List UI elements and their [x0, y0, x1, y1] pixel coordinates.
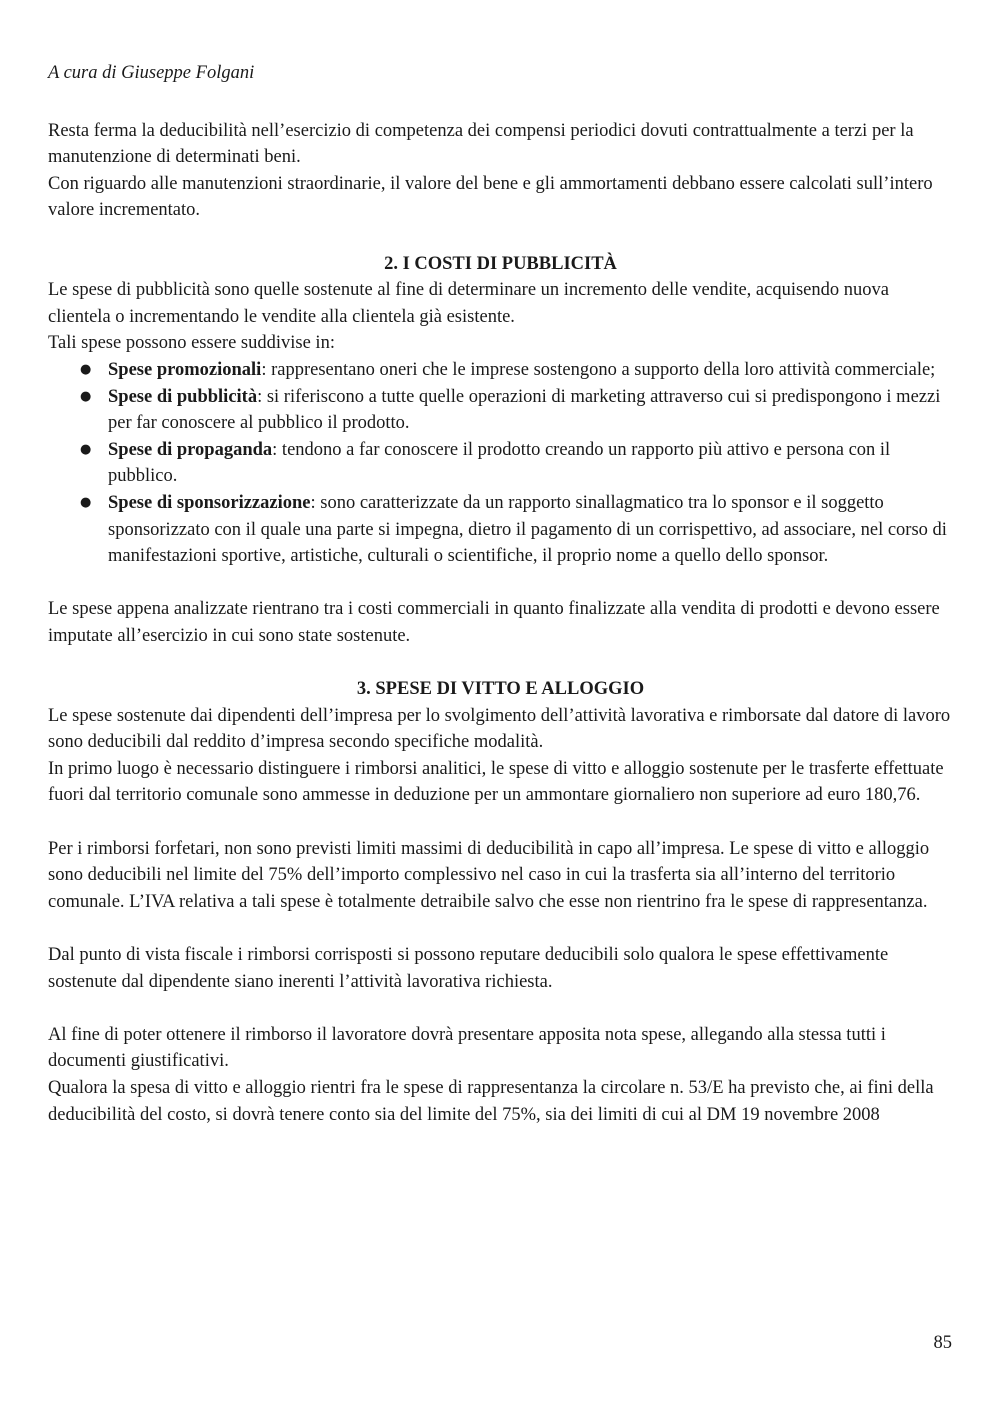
section-3-paragraph-4: Dal punto di vista fiscale i rimborsi corrisposti si possono reputare deducibili solo qualora le spese effettivamente sostenute dal dipendente siano inerenti l’attività lavorativa richiesta. [48, 945, 889, 992]
section-3-title: 3. SPESE DI VITTO E ALLOGGIO [356, 679, 645, 700]
list-item-term: Spese di pubblicità [108, 386, 258, 407]
section-2-paragraph-1: Le spese di pubblicità sono quelle sostenute al fine di determinare un incremento delle vendite, acquisendo nuova clientela o incrementando le vendite alla clientela già esistente. [48, 280, 889, 327]
document-page [48, 60, 953, 1128]
list-item-text: : tendono a far conoscere il prodotto creando un rapporto più attivo e persona con il pubblico. [108, 439, 891, 487]
section-3-paragraph-3: Per i rimborsi forfetari, non sono previsti limiti massimi di deducibilità in capo all’impresa. Le spese di vitto e alloggio sono deducibili nel limite del 75% dell’importo complessivo nel caso in cui la trasferta sia all’interno del territorio comunale. L’IVA relativa a tali spese è totalmente detraibile salvo che esse non rientrino fra le spese di rappresentanza. [48, 838, 930, 912]
intro-paragraph-2: Con riguardo alle manutenzioni straordinarie, il valore del bene e gli ammortamenti debbano essere calcolati sull’intero valore incrementato. [48, 173, 933, 221]
bullet-icon: ● [80, 441, 92, 457]
section-2-paragraph-2: Tali spese possono essere suddivise in: [48, 333, 335, 354]
list-item [48, 437, 953, 490]
section-3-paragraph-5: Al fine di poter ottenere il rimborso il lavoratore dovrà presentare apposita nota spese, allegando alla stessa tutti i documenti giustificativi. [48, 1024, 886, 1072]
intro-paragraph-1: Resta ferma la deducibilità nell’esercizio di competenza dei compensi periodici dovuti contrattualmente a terzi per la manutenzione di determinati beni. [48, 120, 914, 168]
list-item-text: : sono caratterizzate da un rapporto sinallagmatico tra lo sponsor e il soggetto sponsorizzato con il quale una parte si impegna, dietro il pagamento di un corrispettivo, ad associare, nel corso di manifestazioni sportive, artistiche, culturali o scientifiche, il proprio nome a quello dello sponsor. [108, 492, 947, 567]
list-item-term: Spese promozionali [108, 359, 262, 380]
list-item [48, 384, 953, 437]
bullet-icon: ● [80, 494, 92, 510]
list-item-term: Spese di propaganda [108, 439, 273, 460]
list-item-text: : rappresentano oneri che le imprese sostengono a supporto della loro attività commerciale; [261, 359, 936, 380]
section-3-paragraph-2: In primo luogo è necessario distinguere i rimborsi analitici, le spese di vitto e alloggio sostenute per le trasferte effettuate fuori dal territorio comunale sono ammesse in deduzione per un ammontare giornaliero non superiore ad euro 180,76. [48, 758, 944, 806]
expense-types-list [48, 357, 953, 570]
list-item-text: : si riferiscono a tutte quelle operazioni di marketing attraverso cui si predispongono i mezzi per far conoscere al pubblico il prodotto. [108, 386, 941, 434]
list-item [48, 357, 953, 384]
list-item [48, 490, 953, 570]
section-2-paragraph-3: Le spese appena analizzate rientrano tra i costi commerciali in quanto finalizzate alla vendita di prodotti e devono essere imputate all’esercizio in cui sono state sostenute. [48, 599, 940, 646]
bullet-icon: ● [80, 388, 92, 404]
section-2-title: 2. I COSTI DI PUBBLICITÀ [384, 253, 617, 274]
list-item-term: Spese di sponsorizzazione [108, 492, 311, 513]
page-number: 85 [933, 1333, 952, 1353]
author-header: A cura di Giuseppe Folgani [48, 63, 255, 83]
bullet-icon: ● [80, 361, 92, 377]
section-3-paragraph-6: Qualora la spesa di vitto e alloggio rientri fra le spese di rappresentanza la circolare n. 53/E ha previsto che, ai fini della deducibilità del costo, si dovrà tenere conto sia del limite del 75%, sia dei limiti di cui al DM 19 novembre 2008 [48, 1077, 934, 1125]
section-3-paragraph-1: Le spese sostenute dai dipendenti dell’impresa per lo svolgimento dell’attività lavorativa e rimborsate dal datore di lavoro sono deducibili dal reddito d’impresa secondo specifiche modalità. [48, 705, 951, 753]
